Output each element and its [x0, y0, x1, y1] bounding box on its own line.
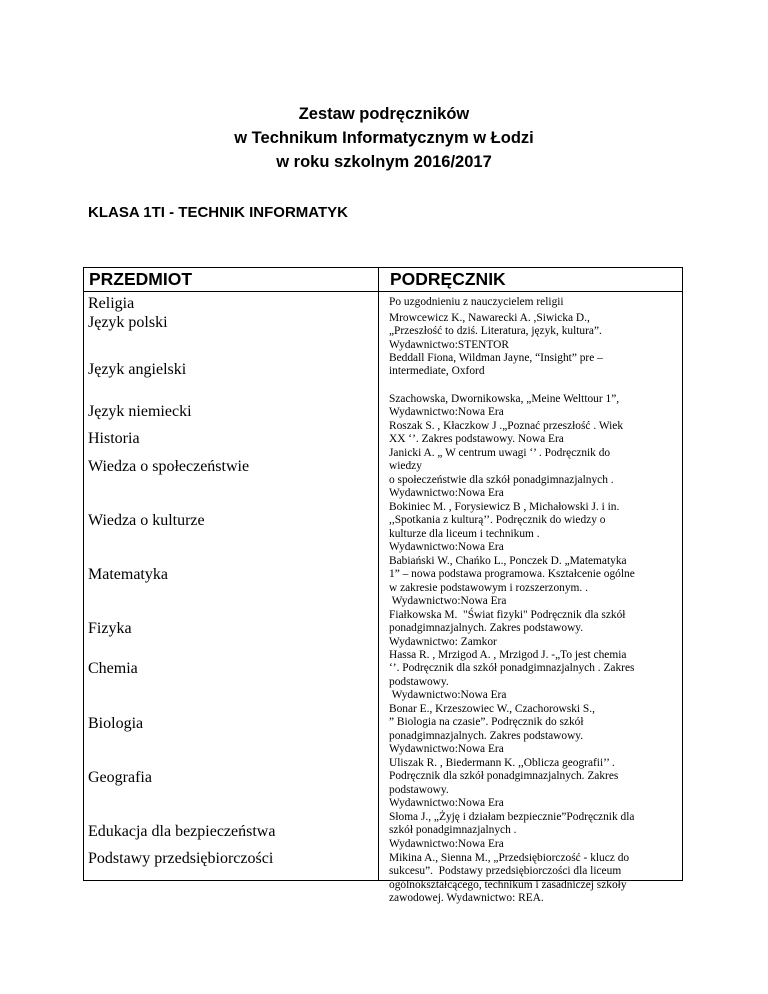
book-line: Roszak S. , Kłaczkow J .„Poznać przeszłość . Wiek: [389, 420, 624, 432]
book-cell: [389, 447, 674, 500]
book-line: Wydawnictwo:Nowa Era: [389, 486, 504, 499]
book-cell: [389, 649, 674, 702]
book-cell: [389, 811, 674, 851]
book-line: Szachowska, Dwornikowska, „Meine Welttour 1”,: [389, 393, 620, 405]
subject-cell: Wiedza o społeczeństwie: [88, 458, 250, 475]
book-line: ogólnokształcącego, technikum i zasadniczej szkoły: [389, 878, 627, 891]
subject-cell: Edukacja dla bezpieczeństwa: [88, 823, 276, 840]
textbook-table: [83, 267, 683, 904]
book-cell: [389, 296, 674, 309]
book-line: podstawowy.: [389, 675, 449, 688]
header-divider: [84, 291, 682, 292]
book-line: Babiański W., Chańko L., Ponczek D. „Matematyka: [389, 555, 627, 567]
document-title: [0, 102, 768, 174]
book-cell: [389, 501, 674, 554]
book-line: Wydawnictwo: Zamkor: [389, 635, 497, 648]
subject-cell: Historia: [88, 430, 140, 447]
book-line: ‘’. Podręcznik dla szkół ponadgimnazjalnych . Zakres: [389, 662, 635, 675]
book-cell: [389, 420, 674, 447]
book-line: ,,Spotkania z kulturą’’. Podręcznik do wiedzy o: [389, 514, 606, 527]
subject-cell: Biologia: [88, 715, 144, 732]
book-line: XX ‘’. Zakres podstawowy. Nowa Era: [389, 433, 564, 446]
book-line: „Przeszłość to dziś. Literatura, język, kultura”.: [389, 325, 602, 338]
subject-cell: Podstawy przedsiębiorczości: [88, 850, 274, 867]
book-line: szkół ponadgimnazjalnych .: [389, 824, 517, 837]
book-line: Wydawnictwo:Nowa Era: [389, 406, 504, 419]
book-line: Uliszak R. , Biedermann K. ,,Oblicza geografii’’ .: [389, 757, 615, 769]
book-line: ” Biologia na czasie”. Podręcznik do szkół: [389, 716, 584, 729]
book-cell: [389, 352, 674, 379]
book-line: kulturze dla liceum i technikum .: [389, 527, 540, 540]
book-cell: [389, 852, 674, 905]
book-line: Słoma J., „Żyję i działam bezpiecznie”Podręcznik dla: [389, 811, 635, 823]
subject-cell: Chemia: [88, 660, 138, 677]
book-line: podstawowy.: [389, 783, 449, 796]
title-line-2: w Technikum Informatycznym w Łodzi: [234, 129, 534, 147]
title-line-1: Zestaw podręczników: [298, 105, 470, 123]
book-column-header: PODRĘCZNIK: [390, 269, 506, 289]
subject-column-header: PRZEDMIOT: [89, 269, 193, 289]
book-line: sukcesu”. Podstawy przedsiębiorczości dla liceum: [389, 865, 622, 878]
book-line: intermediate, Oxford: [389, 365, 485, 378]
book-line: ponadgimnazjalnych. Zakres podstawowy.: [389, 622, 584, 635]
book-line: w zakresie podstawowym i rozszerzonym. .: [389, 581, 588, 594]
book-cell: [389, 555, 674, 608]
book-line: Mikina A., Sienna M., „Przedsiębiorczość - klucz do: [389, 852, 630, 864]
subject-cell: Język angielski: [88, 361, 187, 378]
subject-cell: Wiedza o kulturze: [88, 512, 205, 529]
book-line: zawodowej. Wydawnictwo: REA.: [389, 891, 544, 904]
book-line: Mrowcewicz K., Nawarecki A. ,Siwicka D.,: [389, 312, 590, 324]
book-line: Bonar E., Krzeszowiec W., Czachorowski S.,: [389, 703, 595, 715]
book-cell: [389, 312, 674, 352]
book-line: Bokiniec M. , Forysiewicz B , Michałowski J. i in.: [389, 501, 620, 513]
subject-cell: Religia: [88, 295, 135, 312]
book-line: Beddall Fiona, Wildman Jayne, “Insight” pre –: [389, 352, 603, 364]
book-line: Janicki A. „ W centrum uwagi ‘’ . Podręcznik do: [389, 447, 611, 459]
title-line-3: w roku szkolnym 2016/2017: [276, 153, 492, 171]
book-line: Wydawnictwo:STENTOR: [389, 338, 509, 351]
book-cell: [389, 393, 674, 420]
book-line: Po uzgodnieniu z nauczycielem religii: [389, 296, 564, 308]
book-line: Fiałkowska M. "Świat fizyki" Podręcznik dla szkół: [389, 609, 626, 621]
book-line: 1” – nowa podstawa programowa. Kształcenie ogólne: [389, 568, 635, 581]
class-heading: KLASA 1TI - TECHNIK INFORMATYK: [88, 204, 348, 221]
book-cell: [389, 703, 674, 756]
subject-cell: Język polski: [88, 314, 168, 331]
book-line: Wydawnictwo:Nowa Era: [389, 594, 507, 607]
book-line: wiedzy: [389, 460, 422, 473]
book-line: o społeczeństwie dla szkół ponadgimnazjalnych .: [389, 473, 614, 486]
book-cell: [389, 757, 674, 810]
book-line: Wydawnictwo:Nowa Era: [389, 837, 504, 850]
subject-cell: Fizyka: [88, 620, 132, 637]
subject-cell: Matematyka: [88, 566, 168, 583]
subject-cell: Język niemiecki: [88, 403, 192, 420]
book-cell: [389, 609, 674, 649]
column-divider: [378, 268, 379, 880]
book-line: Wydawnictwo:Nowa Era: [389, 796, 504, 809]
book-line: Wydawnictwo:Nowa Era: [389, 688, 507, 701]
subject-cell: Geografia: [88, 769, 152, 786]
book-line: Wydawnictwo:Nowa Era: [389, 540, 504, 553]
book-line: Wydawnictwo:Nowa Era: [389, 742, 504, 755]
book-line: ponadgimnazjalnych. Zakres podstawowy.: [389, 729, 584, 742]
book-line: Podręcznik dla szkół ponadgimnazjalnych. Zakres: [389, 770, 619, 783]
book-line: Hassa R. , Mrzigod A. , Mrzigod J. -„To jest chemia: [389, 649, 627, 661]
